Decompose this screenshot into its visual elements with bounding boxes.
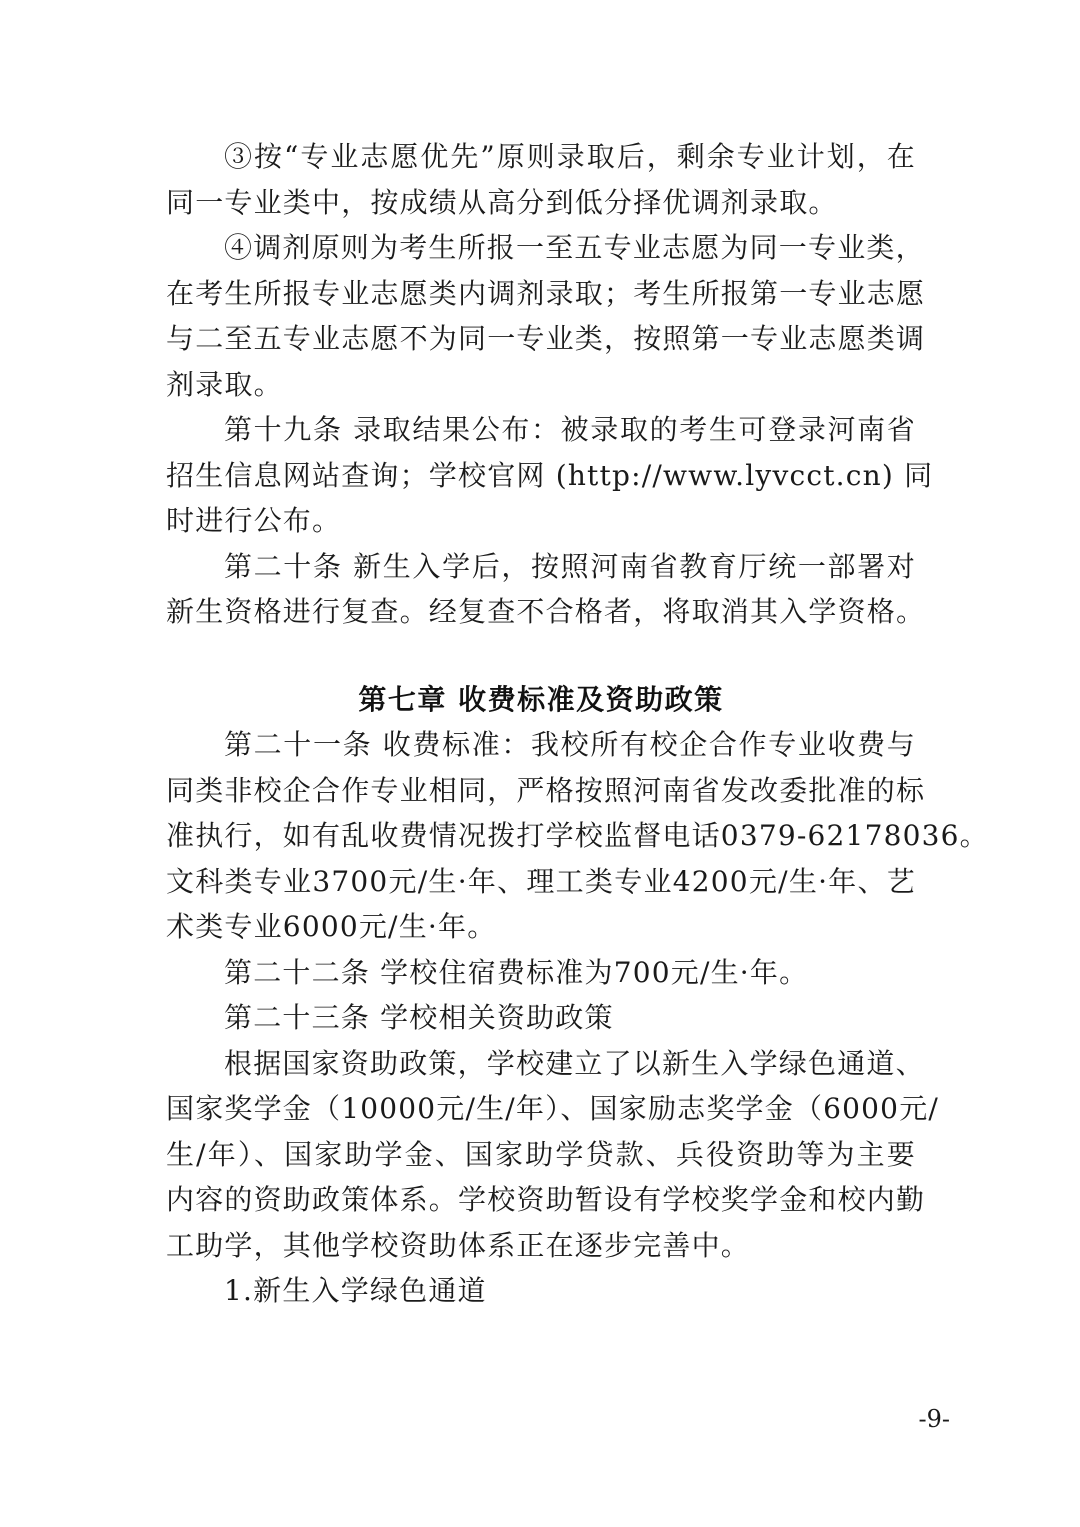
text-line: ③按“专业志愿优先”原则录取后，剩余专业计划，在 — [224, 140, 916, 173]
text-line: 与二至五专业志愿不为同一专业类，按照第一专业志愿类调 — [166, 322, 926, 355]
text-line: 内容的资助政策体系。学校资助暂设有学校奖学金和校内勤 — [166, 1183, 926, 1216]
list-item-green-channel — [166, 1268, 916, 1314]
text-line: 工助学，其他学校资助体系正在逐步完善中。 — [166, 1228, 751, 1262]
text-line: 同类非校企合作专业相同，严格按照河南省发改委批准的标 — [166, 773, 926, 807]
article-22 — [166, 950, 916, 996]
text-line: 生/年）、国家助学金、国家助学贷款、兵役资助等为主要 — [166, 1137, 916, 1171]
text-line: 时进行公布。 — [166, 504, 342, 537]
text-line: 1.新生入学绿色通道 — [224, 1274, 487, 1307]
text-line: 新生资格进行复查。经复查不合格者，将取消其入学资格。 — [166, 595, 926, 628]
article-23 — [166, 995, 916, 1041]
article-19 — [166, 407, 934, 544]
paragraph-admission-rule-3 — [166, 134, 916, 225]
text-line: 招生信息网站查询；学校官网 (http://www.lyvcct.cn) 同 — [166, 458, 934, 492]
text-line: 第二十条 新生入学后，按照河南省教育厅统一部署对 — [224, 549, 916, 583]
article-20 — [166, 544, 926, 635]
text-line: 根据国家资助政策，学校建立了以新生入学绿色通道、 — [224, 1046, 925, 1080]
text-line: 第二十一条 收费标准：我校所有校企合作专业收费与 — [224, 728, 916, 761]
text-line: 第二十二条 学校住宿费标准为700元/生·年。 — [224, 955, 809, 989]
text-line: 第二十三条 学校相关资助政策 — [224, 1001, 614, 1034]
page-number: -9- — [918, 1405, 950, 1433]
chapter-heading: 第七章 收费标准及资助政策 — [358, 682, 724, 716]
text-line: ④调剂原则为考生所报一至五专业志愿为同一专业类， — [224, 231, 925, 264]
article-21 — [166, 722, 989, 950]
text-line: 准执行，如有乱收费情况拨打学校监督电话0379-62178036。 — [166, 819, 989, 852]
text-line: 第十九条 录取结果公布：被录取的考生可登录河南省 — [224, 413, 916, 446]
paragraph-admission-rule-4 — [166, 225, 926, 407]
text-line: 国家奖学金（10000元/生/年）、国家励志奖学金（6000元/ — [166, 1092, 940, 1125]
section-gap — [166, 635, 916, 677]
document-page — [166, 134, 989, 1314]
text-line: 术类专业6000元/生·年。 — [166, 910, 497, 943]
text-line: 剂录取。 — [166, 367, 283, 401]
text-line: 在考生所报专业志愿类内调剂录取；考生所报第一专业志愿 — [166, 276, 926, 310]
paragraph-aid-policy — [166, 1041, 940, 1269]
text-line: 同一专业类中，按成绩从高分到低分择优调剂录取。 — [166, 185, 838, 219]
text-line: 文科类专业3700元/生·年、理工类专业4200元/生·年、艺 — [166, 864, 916, 898]
